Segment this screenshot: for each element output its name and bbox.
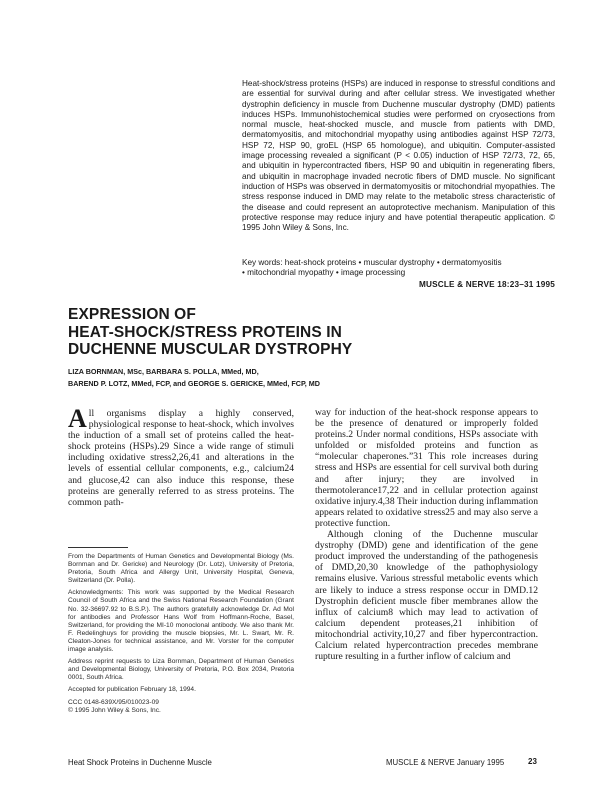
author-line: LIZA BORNMAN, MSc, BARBARA S. POLLA, MMed, MD, (68, 367, 259, 376)
running-footer-journal: MUSCLE & NERVE January 1995 (386, 758, 505, 767)
footnote-copyright: © 1995 John Wiley & Sons, Inc. (68, 706, 161, 714)
abstract-text: Heat-shock/stress proteins (HSPs) are induced in response to stressful conditions and are essential for survival during and after cellular stress. We investigated whether dystrophin deficiency in muscle from Duchenne muscular dystrophy (DMD) patients induces HSPs. Immunohistochemical studies were performed on cryosections from normal muscle, heat-shocked muscle, and muscle from patients with DMD, dermatomyositis, and mitochondrial myopathy using antibodies against HSP 72/73, HSP 72, HSP 90, groEL (HSP 65 homologue), and ubiquitin. Computer-assisted image processing revealed a significant (P < 0.05) induction of HSP 72/73, 72, 65, and ubiquitin in hypercontracted fibers, HSP 90 and ubiquitin in regenerating fibers, and ubiquitin in macrophage invaded necrotic fibers of DMD muscle. No significant induction of HSPs was observed in dermatomyositis or mitochondrial myopathies. The stress response induced in DMD may relate to the metabolic stress characteristic of the disease and could represent an autoprotective mechanism. Manipulation of this protective response may reduce injury and have potential therapeutic application. © 1995 John Wiley & Sons, Inc. (242, 79, 555, 233)
footnote-affiliations: From the Departments of Human Genetics and Developmental Biology (Ms. Bornman and Dr. Gericke) and Neurology (Dr. Lotz), University of Pretoria, Pretoria, South Africa and Allergy Unit, University Hospital, Geneva, Switzerland (Dr. Polla). (68, 553, 294, 585)
article-title (68, 306, 488, 359)
author-list (68, 366, 538, 390)
body-column-left (68, 404, 294, 508)
title-line: HEAT-SHOCK/STRESS PROTEINS IN (68, 323, 342, 341)
body-column-right (315, 407, 538, 662)
page-number: 23 (528, 757, 537, 766)
journal-citation: MUSCLE & NERVE 18:23–31 1995 (418, 280, 555, 289)
footnote-accepted: Accepted for publication February 18, 1994. (68, 686, 196, 694)
keywords-line: • mitochondrial myopathy • image processing (242, 268, 406, 278)
keywords (242, 258, 555, 279)
footnote-ccc: CCC 0148-639X/95/010023-09 (68, 698, 159, 706)
body-paragraph: way for induction of the heat-shock response appears to be the presence of denatured or improperly folded proteins.2 Under normal conditions, HSPs associate with unfolded or misfolded proteins and function as “molecular chaperones.”31 This role increases during stress and HSPs are essential for cell survival both during and after injury; they are involved in thermotolerance17,22 and in cellular protection against oxidative injury.4,38 Their induction during inflammation appears related to oxidative stress25 and may also serve a protective function. (315, 407, 538, 529)
paragraph-text: ll organisms display a highly conserved, physiological response to heat-shock, which involves the induction of a small set of proteins called the heat-shock proteins (HSPs).29 Since a wide range of stimuli including oxidative stress2,26,41 and alterations in the levels of essential cellular components, e.g., calcium24 and glucose,42 can also induce this response, these proteins are generally referred to as stress proteins. The common path- (68, 408, 294, 508)
keywords-line: Key words: heat-shock proteins • muscular dystrophy • dermatomyositis (242, 258, 502, 267)
body-paragraph: Although cloning of the Duchenne muscular dystrophy (DMD) gene and identification of the gene product improved the understanding of the pathogenesis of DMD,20,30 knowledge of the pathophysiology remains elusive. Various stressful metabolic events which are likely to induce a stress response occur in DMD.12 Dystrophin deficient muscle fiber membranes allow the influx of calcium8 which may lead to activation of calcium dependent proteases,21 inhibition of mitochondrial activity,10,27 and fiber hypercontraction. Calcium related hypercontraction precedes membrane rupture resulting in a further inflow of calcium and (315, 529, 538, 663)
abstract (242, 79, 555, 233)
footnote-reprints: Address reprint requests to Liza Bornman, Department of Human Genetics and Developmental Biology, University of Pretoria, P.O. Box 2034, Pretoria 0001, South Africa. (68, 658, 294, 682)
author-line: BAREND P. LOTZ, MMed, FCP, and GEORGE S. GERICKE, MMed, FCP, MD (68, 379, 320, 389)
footnote-divider (68, 547, 128, 548)
title-line: EXPRESSION OF (68, 306, 196, 323)
drop-cap: A (68, 404, 87, 433)
intro-paragraph (68, 404, 294, 508)
footnote-acknowledgments: Acknowledgments: This work was supported by the Medical Research Council of South Africa and the Swiss National Research Foundation (Grant No. 32-36697.92 to B.S.P.). The authors gratefully acknowledge Dr. Ad Mol for antibodies and Professor Hans Wolf from Hoffmann-Roche, Basel, Switzerland, for providing the MI-10 monoclonal antibody. We also thank Mr. F. Redelinghuys for providing the muscle biopsies, Mr. L. Swart, Mr. R. Cleaton-Jones for technical assistance, and Mr. Vorster for the computer image analysis. (68, 589, 294, 654)
title-line: DUCHENNE MUSCULAR DYSTROPHY (68, 341, 353, 358)
footnotes (68, 553, 294, 715)
running-footer-title: Heat Shock Proteins in Duchenne Muscle (68, 758, 212, 767)
